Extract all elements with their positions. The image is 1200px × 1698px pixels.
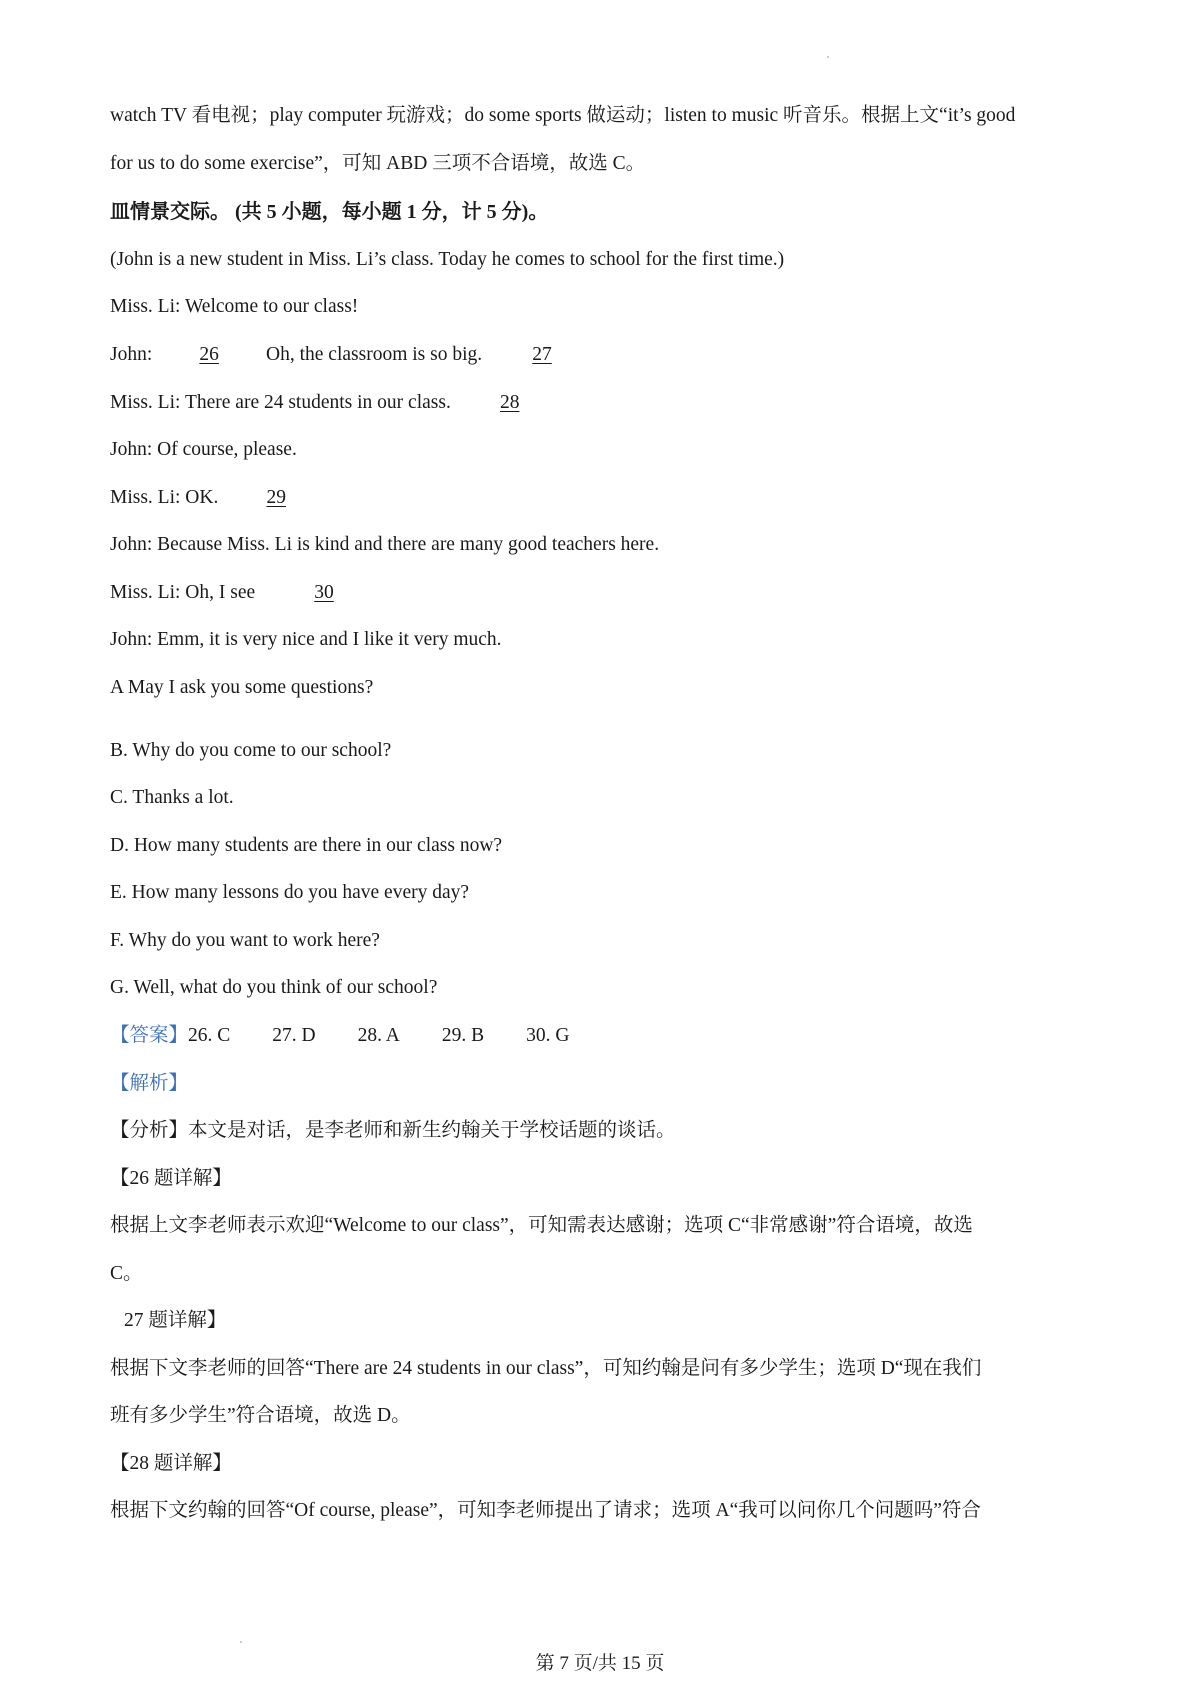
answer-item: 30. G — [526, 1025, 570, 1046]
answer-item: 28. A — [357, 1025, 400, 1046]
answer-item: 26. C — [188, 1025, 231, 1046]
q27-explanation-line-2: 班有多少学生”符合语境，故选 D。 — [110, 1405, 411, 1426]
speaker-text: John: — [110, 344, 158, 365]
q26-explanation-line-2: C。 — [110, 1263, 143, 1284]
dialogue-line — [110, 484, 1100, 512]
option-g: G. Well, what do you think of our school? — [110, 977, 438, 998]
blank-26: 26 — [199, 344, 219, 365]
answer-label: 【答案】 — [110, 1025, 189, 1046]
dialogue-line: John: Emm, it is very nice and I like it very much. — [110, 629, 502, 650]
dialogue-line — [110, 341, 1100, 369]
option-d: D. How many students are there in our class now? — [110, 835, 503, 856]
blank-29: 29 — [266, 487, 286, 508]
section-heading: 皿情景交际。 (共 5 小题，每小题 1 分，计 5 分)。 — [110, 201, 549, 223]
answer-item: 29. B — [441, 1025, 485, 1046]
continuation-line-1: watch TV 看电视；play computer 玩游戏；do some sports 做运动；listen to music 听音乐。根据上文“it’s good — [110, 105, 1016, 126]
scan-speck — [827, 56, 829, 58]
option-c: C. Thanks a lot. — [110, 787, 234, 808]
analysis-label: 【解析】 — [110, 1073, 189, 1094]
dialogue-text: Miss. Li: There are 24 students in our class. — [110, 392, 456, 413]
dialogue-text: Oh, the classroom is so big. — [261, 344, 487, 365]
dialogue-line: John: Because Miss. Li is kind and there are many good teachers here. — [110, 534, 660, 555]
dialogue-line: John: Of course, please. — [110, 439, 297, 460]
dialogue-line — [110, 389, 1100, 417]
q28-explanation-line-1: 根据下文约翰的回答“Of course, please”，可知李老师提出了请求；选项 A“我可以问你几个问题吗”符合 — [110, 1500, 981, 1521]
analysis-overview: 【分析】本文是对话，是李老师和新生约翰关于学校话题的谈话。 — [110, 1120, 676, 1141]
blank-27: 27 — [532, 344, 552, 365]
option-b: B. Why do you come to our school? — [110, 740, 392, 761]
q26-title: 【26 题详解】 — [110, 1168, 232, 1189]
scan-speck — [240, 1641, 242, 1643]
blank-30: 30 — [314, 582, 334, 603]
dialogue-line — [110, 579, 1100, 607]
continuation-line-2: for us to do some exercise”，可知 ABD 三项不合语境，故选 C。 — [110, 153, 646, 174]
option-f: F. Why do you want to work here? — [110, 930, 380, 951]
q26-explanation-line-1: 根据上文李老师表示欢迎“Welcome to our class”，可知需表达感谢；选项 C“非常感谢”符合语境，故选 — [110, 1215, 973, 1236]
page-number: 第 7 页/共 15 页 — [535, 1653, 665, 1674]
blank-28: 28 — [499, 392, 520, 413]
option-a: A May I ask you some questions? — [110, 677, 374, 698]
answer-line — [110, 1022, 1100, 1050]
dialogue-text: Miss. Li: Oh, I see — [110, 582, 261, 603]
q27-title: 27 题详解】 — [124, 1310, 227, 1331]
dialogue-context: (John is a new student in Miss. Li’s class. Today he comes to school for the first time.) — [110, 249, 785, 270]
dialogue-text: Miss. Li: OK. — [110, 487, 224, 508]
q27-explanation-line-1: 根据下文李老师的回答“There are 24 students in our class”，可知约翰是问有多少学生；选项 D“现在我们 — [110, 1358, 982, 1379]
answer-item: 27. D — [272, 1025, 316, 1046]
q28-title: 【28 题详解】 — [110, 1453, 232, 1474]
option-e: E. How many lessons do you have every day? — [110, 882, 470, 903]
dialogue-line: Miss. Li: Welcome to our class! — [110, 296, 359, 317]
